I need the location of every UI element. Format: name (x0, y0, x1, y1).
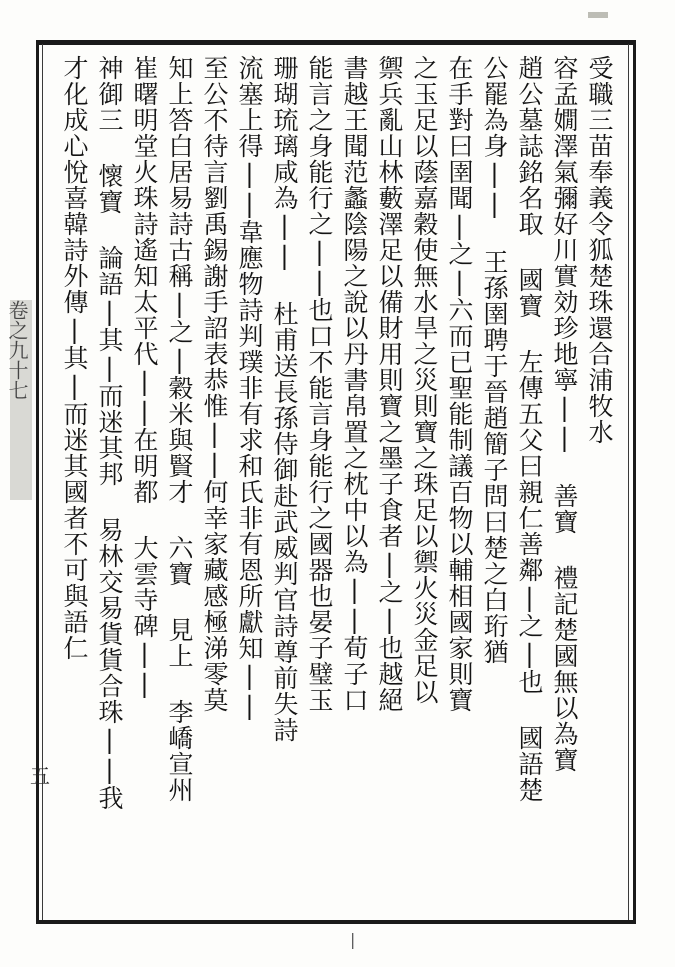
frame-rule-right-inner (628, 44, 629, 920)
text-column: 書越王聞范蠡陰陽之說以丹書帛置之枕中以為||荀子口 (340, 55, 369, 713)
text-column: 容孟嫺澤氣彌好川實効珍地寧|| 善寶 禮記楚國無以為寶 (550, 55, 579, 773)
text-column: 神御三 懷寶 論語|其|而迷其邦 易林交易貨貨合珠||我 (95, 55, 124, 811)
text-column: 之玉足以蔭嘉穀使無水旱之災則寶之珠足以禦火災金足以 (410, 55, 439, 705)
footer-mark: | (350, 930, 356, 949)
frame-rule-left (36, 40, 39, 924)
text-column: 公罷為身|| 王孫圉聘于晉趙簡子問曰楚之白珩猶 (480, 55, 509, 665)
text-column: 能言之身能行之||也口不能言身能行之國器也晏子璧玉 (305, 55, 334, 713)
page-frame (36, 40, 636, 924)
text-column: 至公不待言劉禹錫謝手詔表恭惟||何幸家藏感極涕零莫 (200, 55, 229, 713)
text-column: 受職三苗奉義令狐楚珠還合浦牧水 (585, 55, 614, 445)
frame-rule-right (633, 40, 636, 924)
text-column: 珊瑚琉璃咸為|| 杜甫送長孫侍御赴武威判官詩尊前失詩 (270, 55, 299, 743)
text-column: 崔曙明堂火珠詩遙知太平代||在明都 大雲寺碑|| (130, 55, 159, 699)
text-column: 禦兵亂山林藪澤足以備財用則寶之墨子食者|之|也越絕 (375, 55, 404, 713)
ink-speck (588, 12, 608, 18)
text-column: 知上答白居易詩古稱|之|穀米與賢才 六寶 見上 李嶠宣州 (165, 55, 194, 803)
text-column: 趙公墓誌銘名取 國寶 左傳五父曰親仁善鄰|之|也 國語楚 (515, 55, 544, 803)
text-column: 在手對曰圉聞|之|六而已聖能制議百物以輔相國家則寶 (445, 55, 474, 713)
text-column: 流塞上得||韋應物詩判璞非有求和氏非有恩所獻知|| (235, 55, 264, 721)
folio-number: 五 (30, 764, 50, 788)
text-column: 才化成心悅喜韓詩外傳|其|而迷其國者不可與語仁 (60, 55, 89, 661)
gutter-title: 卷之九十七 (10, 300, 32, 500)
